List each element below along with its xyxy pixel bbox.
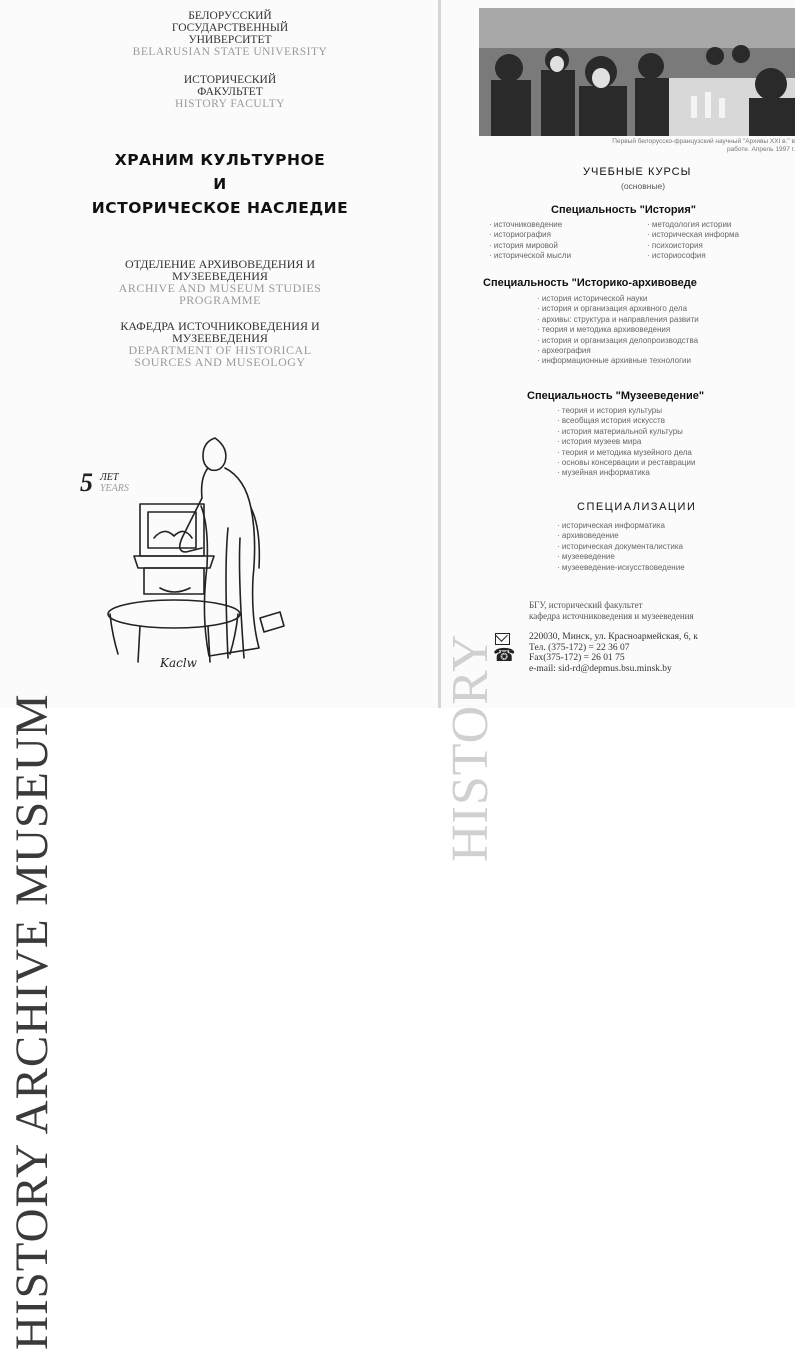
spec-history-list-2 (647, 220, 739, 262)
postal-address: 220030, Минск, ул. Красноармейская, 6, к (529, 632, 698, 642)
telephone-icon: ☎ (493, 645, 516, 665)
faculty-block (90, 74, 370, 110)
university-name-ru: БЕЛОРУССКИЙ ГОСУДАРСТВЕННЫЙ УНИВЕРСИТЕТ (171, 10, 289, 46)
specializations-list (557, 521, 685, 573)
spec-history-list-1 (489, 220, 571, 262)
university-block (90, 10, 370, 58)
spec-museum-list (557, 406, 695, 479)
list-item: · информационные архивные технологии (537, 356, 699, 366)
list-item: · история и организация делопроизводства (537, 336, 699, 346)
list-item: · исторической мысли (489, 251, 571, 261)
list-item: · история исторической науки (537, 294, 699, 304)
list-item: · историческая информатика (557, 521, 685, 531)
headline-line-1: ХРАНИМ КУЛЬТУРНОЕ (114, 151, 326, 169)
artist-signature: Kaclw (160, 656, 197, 670)
vertical-title: HISTORY ARCHIVE MUSEUM (6, 693, 58, 1350)
list-item: · основы консервации и реставрации (557, 458, 695, 468)
list-item: · историческая информа (647, 230, 739, 240)
photo-caption: Первый белорусско-французский научный "Архивы XXI в." в работе. Апрель 1997 г. (612, 138, 795, 153)
list-item: · история материальной культуры (557, 427, 695, 437)
years-label (100, 472, 129, 494)
list-item: · музейная информатика (557, 468, 695, 478)
fax-number: Fax(375-172) = 26 01 75 (529, 653, 625, 663)
list-item: · археография (537, 346, 699, 356)
list-item: · психоистория (647, 241, 739, 251)
footer-faculty: БГУ, исторический факультет (529, 600, 643, 610)
specializations-heading: СПЕЦИАЛИЗАЦИИ (577, 501, 697, 513)
museum-statue-illustration (100, 428, 310, 668)
list-item: · теория и методика архивоведения (537, 325, 699, 335)
chair-name-en: DEPARTMENT OF HISTORICAL SOURCES AND MUSEOLOGY (128, 343, 312, 369)
courses-subheading: (основные) (621, 181, 666, 191)
department-name-ru: ОТДЕЛЕНИЕ АРХИВОВЕДЕНИЯ И МУЗЕЕВЕДЕНИЯ (124, 257, 316, 283)
list-item: · архивы: структура и направления развити (537, 315, 699, 325)
contact-block (529, 632, 698, 674)
envelope-icon (495, 633, 510, 645)
footer-department: кафедра источниковедения и музееведения (529, 611, 694, 621)
courses-heading: УЧЕБНЫЕ КУРСЫ (583, 166, 692, 178)
conference-photo (479, 8, 795, 136)
university-name-en: BELARUSIAN STATE UNIVERSITY (132, 46, 328, 58)
vertical-watermark: HISTORY (442, 633, 499, 862)
list-item: · историософия (647, 251, 739, 261)
list-item: · историческая документалистика (557, 542, 685, 552)
faculty-name-ru: ИСТОРИЧЕСКИЙ ФАКУЛЬТЕТ (183, 74, 277, 98)
spec-museum-heading: Специальность "Музееведение" (527, 390, 705, 402)
list-item: · музееведение (557, 552, 685, 562)
list-item: · историография (489, 230, 571, 240)
list-item: · теория и методика музейного дела (557, 448, 695, 458)
list-item: · архивоведение (557, 531, 685, 541)
anniversary-mark (80, 468, 129, 498)
list-item: · история музеев мира (557, 437, 695, 447)
years-label-ru: ЛЕТ (100, 472, 119, 483)
list-item: · всеобщая история искусств (557, 416, 695, 426)
brochure-inner-panel (441, 0, 795, 862)
years-number: 5 (80, 468, 93, 497)
list-item: · источниковедение (489, 220, 571, 230)
list-item: · история и организация архивного дела (537, 304, 699, 314)
list-item: · история мировой (489, 241, 571, 251)
list-item: · методология истории (647, 220, 739, 230)
brochure-headline (60, 148, 380, 220)
department-name-en: ARCHIVE AND MUSEUM STUDIES PROGRAMME (118, 281, 322, 307)
department-block (75, 258, 365, 306)
list-item: · музееведение-искусствоведение (557, 563, 685, 573)
headline-line-3: ИСТОРИЧЕСКОЕ НАСЛЕДИЕ (91, 199, 349, 217)
years-label-en: YEARS (100, 483, 129, 494)
spec-archive-list (537, 294, 699, 367)
email-address: e-mail: sid-rd@depmus.bsu.minsk.by (529, 663, 672, 674)
list-item: · теория и история культуры (557, 406, 695, 416)
chair-block (75, 320, 365, 368)
chair-name-ru: КАФЕДРА ИСТОЧНИКОВЕДЕНИЯ И МУЗЕЕВЕДЕНИЯ (120, 319, 320, 345)
spec-history-heading: Специальность "История" (551, 204, 696, 216)
phone-number: Тел. (375-172) = 22 36 07 (529, 642, 630, 653)
spec-archive-heading: Специальность "Историко-архивоведе (483, 277, 697, 289)
headline-line-2: И (213, 175, 227, 193)
faculty-name-en: HISTORY FACULTY (174, 98, 286, 110)
